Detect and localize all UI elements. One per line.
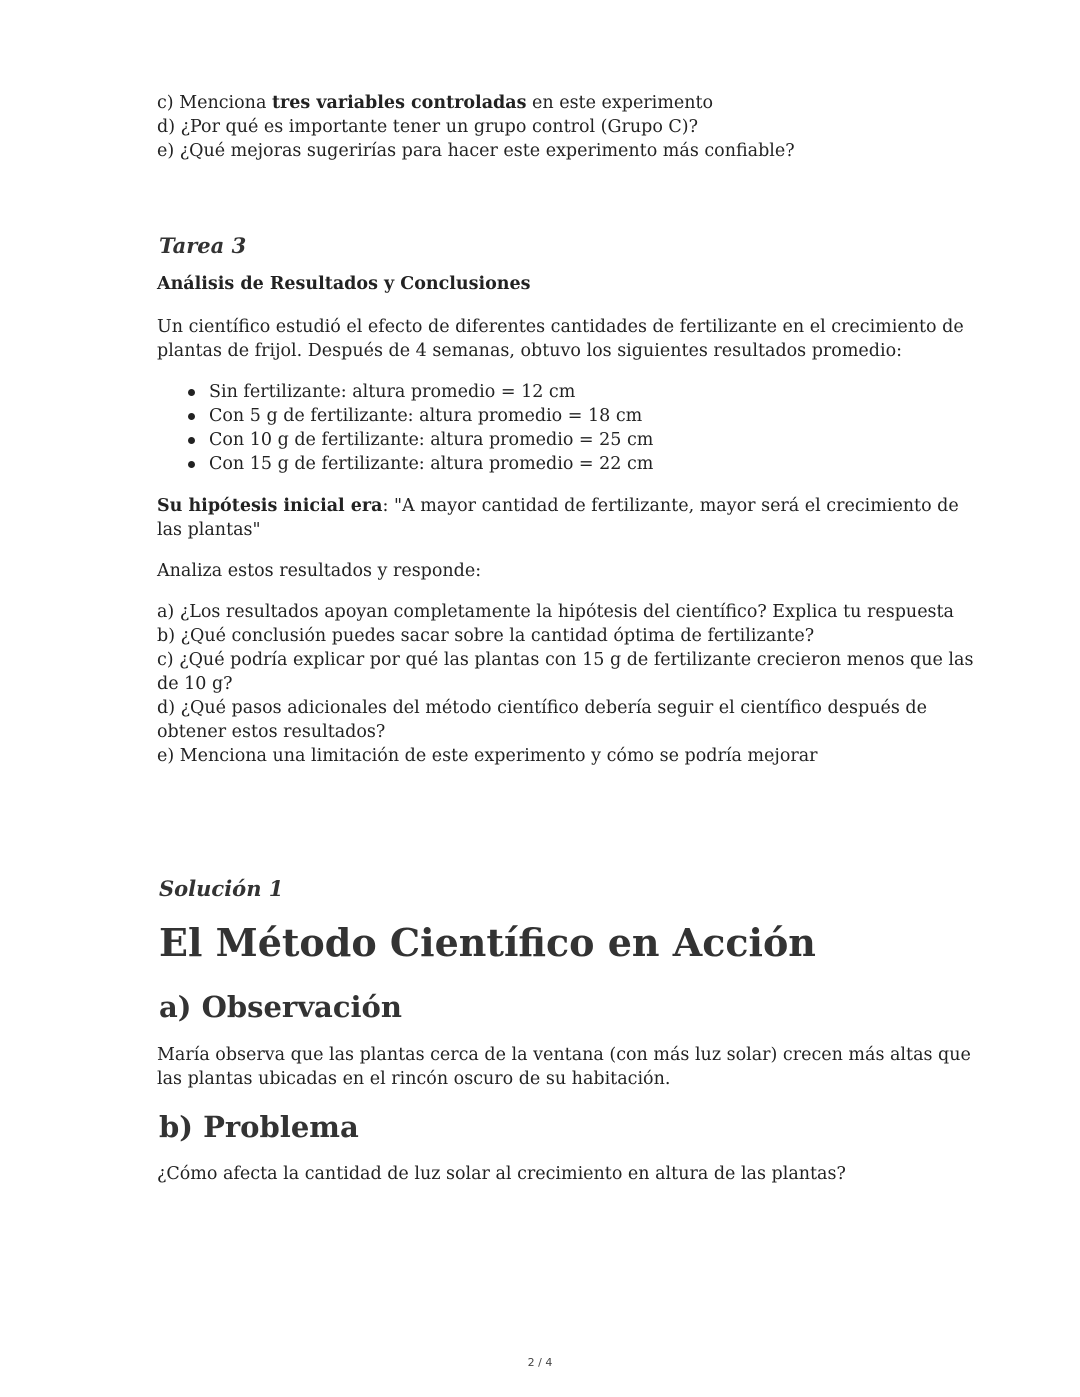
question-line: de 10 g? — [157, 674, 233, 694]
previous-task-questions — [157, 91, 795, 163]
instruction-text: Analiza estos resultados y responde: — [157, 561, 482, 581]
results-list — [157, 380, 653, 476]
task-questions — [157, 600, 973, 768]
question-line: d) ¿Qué pasos adicionales del método científico debería seguir el científico después de — [157, 698, 927, 718]
solution-label: Solución 1 — [159, 876, 284, 901]
question-line: a) ¿Los resultados apoyan completamente la hipótesis del científico? Explica tu respuesta — [157, 602, 954, 622]
question-line: b) ¿Qué conclusión puedes sacar sobre la cantidad óptima de fertilizante? — [157, 626, 815, 646]
task-title: Tarea 3 — [159, 233, 247, 258]
list-item: Con 15 g de fertilizante: altura promedio = 22 cm — [209, 454, 654, 474]
problem-text: ¿Cómo afecta la cantidad de luz solar al crecimiento en altura de las plantas? — [157, 1164, 846, 1184]
observation-heading: a) Observación — [159, 990, 402, 1024]
question-line: c) ¿Qué podría explicar por qué las plantas con 15 g de fertilizante crecieron menos que las — [157, 650, 974, 670]
problem-heading: b) Problema — [159, 1110, 359, 1144]
task-subtitle: Análisis de Resultados y Conclusiones — [157, 274, 531, 294]
page-number: 2 / 4 — [527, 1356, 553, 1369]
list-item: Sin fertilizante: altura promedio = 12 cm — [209, 380, 653, 404]
question-line: e) Menciona una limitación de este experimento y cómo se podría mejorar — [157, 746, 818, 766]
list-item: Con 10 g de fertilizante: altura promedio = 25 cm — [209, 430, 654, 450]
solution-title: El Método Científico en Acción — [159, 920, 816, 965]
task-intro: Un científico estudió el efecto de diferentes cantidades de fertilizante en el crecimiento de plantas de frijol. Después de 4 semanas, obtuvo los siguientes resultados promedio: — [157, 317, 964, 361]
hypothesis-text: Su hipótesis inicial era: "A mayor cantidad de fertilizante, mayor será el crecimiento de las plantas" — [157, 496, 959, 540]
list-item: Con 5 g de fertilizante: altura promedio = 18 cm — [209, 404, 653, 428]
question-e: e) ¿Qué mejoras sugerirías para hacer este experimento más confiable? — [157, 141, 795, 161]
question-d: d) ¿Por qué es importante tener un grupo control (Grupo C)? — [157, 117, 699, 137]
question-c: c) Menciona tres variables controladas en este experimento — [157, 93, 714, 113]
question-line: obtener estos resultados? — [157, 722, 386, 742]
observation-text: María observa que las plantas cerca de la ventana (con más luz solar) crecen más altas que las plantas ubicadas en el rincón oscuro de su habitación. — [157, 1045, 971, 1089]
